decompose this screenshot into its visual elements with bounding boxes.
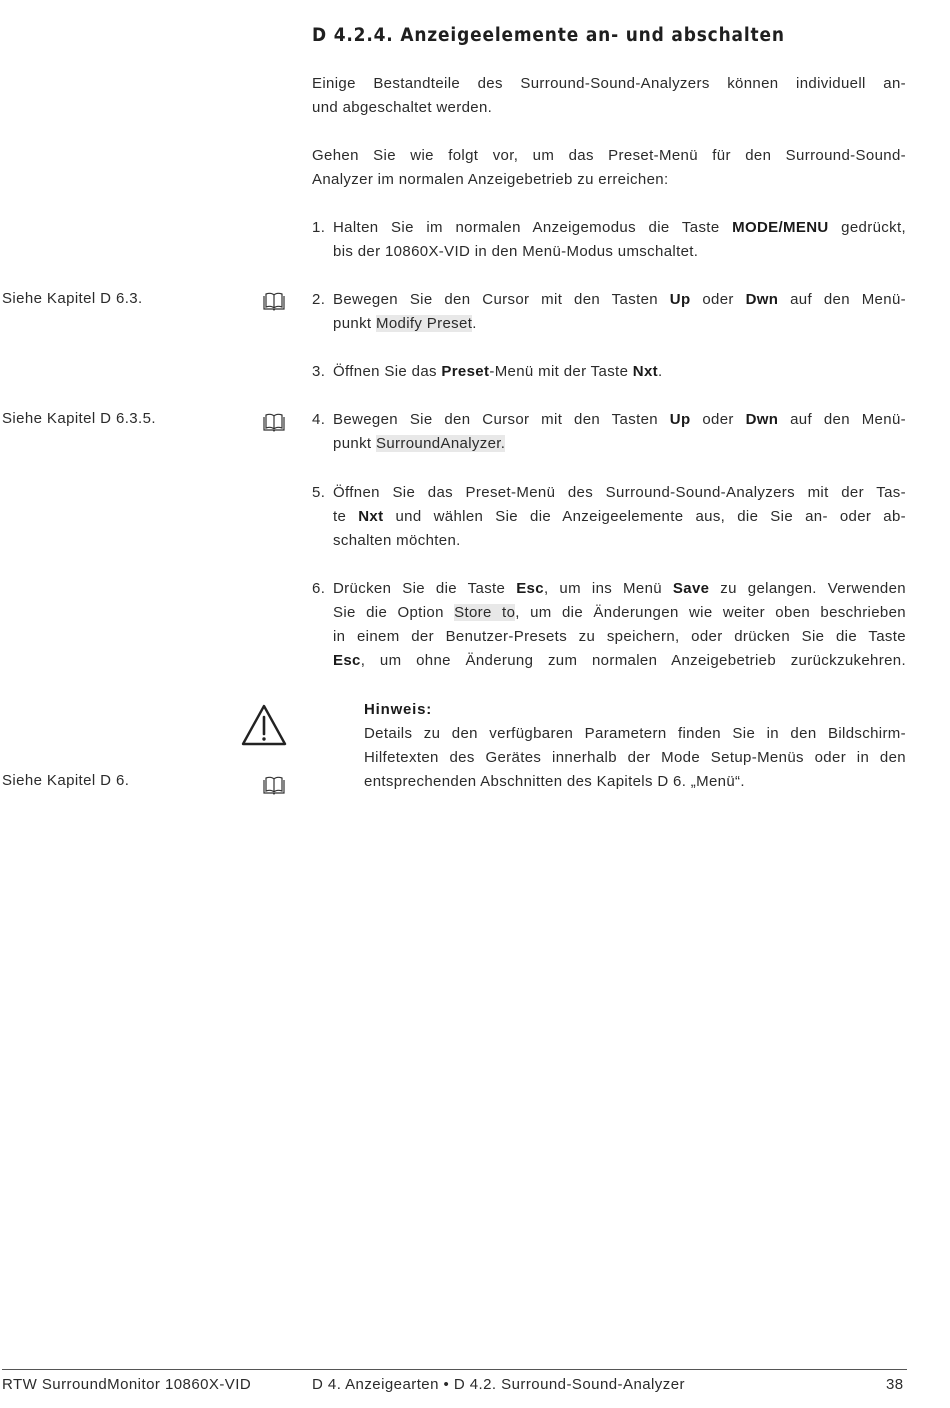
intro-paragraph-1: Einige Bestandteile des Surround-Sound-Analyzers können individuell an- und abgeschaltet werden. (312, 75, 906, 116)
step-number: 3. (312, 363, 326, 380)
step-4: 4. Bewegen Sie den Cursor mit den Tasten Up oder Dwn auf den Menü- punkt SurroundAnalyzer. (312, 408, 906, 456)
note-line: Details zu den verfügbaren Parametern finden Sie in den Bildschirm- (364, 725, 906, 742)
note-line: entsprechenden Abschnitten des Kapitels D 6. „Menü“. (364, 773, 745, 790)
step-6: 6. Drücken Sie die Taste Esc, um ins Menü Save zu gelangen. Verwenden Sie die Option Store to, um die Änderungen wie weiter oben beschrieben in einem der Benutzer-Presets zu speichern, oder drücken Sie die Taste Esc, um ohne Änderung zum normalen Anzeigebetrieb zurückzukehren. (312, 577, 906, 673)
step-3: 3. Öffnen Sie das Preset-Menü mit der Taste Nxt. (312, 360, 906, 384)
step-number: 5. (312, 484, 326, 501)
note-title: Hinweis: (364, 701, 433, 718)
step-number: 4. (312, 411, 326, 428)
step-number: 2. (312, 291, 326, 308)
step-number: 6. (312, 580, 326, 597)
book-icon (261, 413, 287, 433)
warning-triangle-icon (240, 703, 288, 747)
menu-item-modify-preset: Modify Preset (375, 315, 473, 332)
note-box (364, 698, 906, 794)
book-icon (261, 776, 287, 796)
footer-product-name: RTW SurroundMonitor 10860X-VID (2, 1376, 252, 1393)
section-heading: D 4.2.4. Anzeigeelemente an- und abschalten (312, 25, 785, 46)
footer-divider (2, 1369, 907, 1370)
footer-section-path: D 4. Anzeigearten • D 4.2. Surround-Sound-Analyzer (312, 1376, 685, 1393)
menu-item-surround-analyzer: SurroundAnalyzer. (375, 435, 506, 452)
step-number: 1. (312, 219, 326, 236)
margin-note-chapter-6-3: Siehe Kapitel D 6.3. (2, 290, 143, 307)
step-2: 2. Bewegen Sie den Cursor mit den Tasten Up oder Dwn auf den Menü- punkt Modify Preset. (312, 288, 906, 336)
step-5: 5. Öffnen Sie das Preset-Menü des Surround-Sound-Analyzers mit der Tas- te Nxt und wählen Sie die Anzeigeelemente aus, die Sie an- oder ab- schalten möchten. (312, 481, 906, 553)
footer-page-number: 38 (886, 1376, 904, 1393)
note-line: Hilfetexten des Gerätes innerhalb der Mode Setup-Menüs oder in den (364, 749, 906, 766)
margin-note-chapter-6-3-5: Siehe Kapitel D 6.3.5. (2, 410, 156, 427)
menu-option-store-to: Store to (454, 604, 516, 621)
intro-paragraph-2: Gehen Sie wie folgt vor, um das Preset-Menü für den Surround-Sound- Analyzer im normalen Anzeigebetrieb zu erreichen: (312, 147, 906, 188)
book-icon (261, 292, 287, 312)
margin-note-chapter-6: Siehe Kapitel D 6. (2, 772, 130, 789)
step-1: 1. Halten Sie im normalen Anzeigemodus die Taste MODE/MENU gedrückt, bis der 10860X-VID in den Menü-Modus umschaltet. (312, 216, 906, 264)
